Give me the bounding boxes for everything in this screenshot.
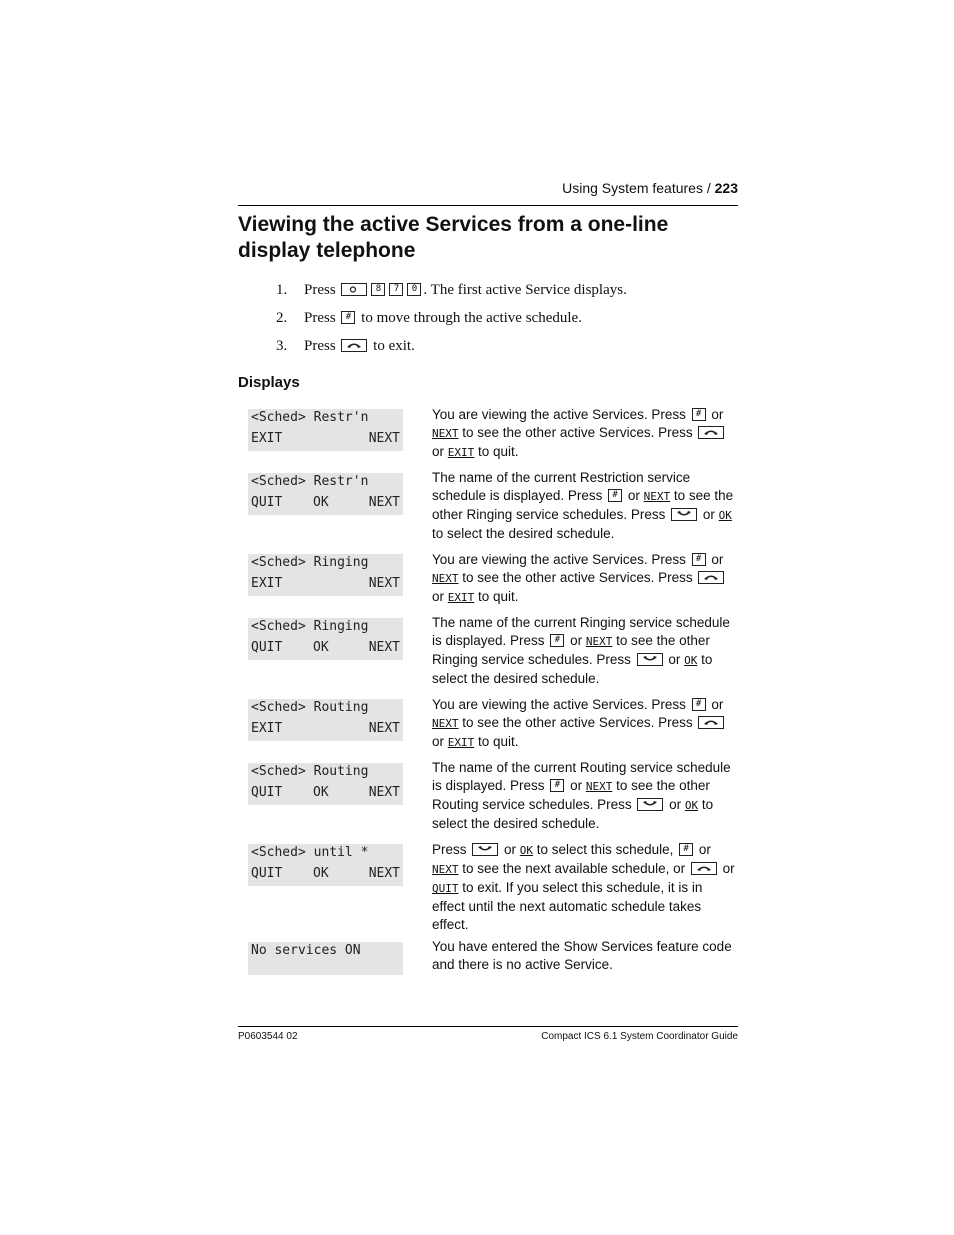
release-key-icon [698,571,724,584]
softkey-label: OK [684,654,698,667]
key-7: 7 [389,283,403,296]
softkey-exit[interactable]: EXIT [251,721,283,736]
softkey-quit[interactable]: QUIT [251,866,283,881]
description-text: You are viewing the active Services. Press [432,552,690,567]
description-text: Press [432,842,471,857]
lcd-display [248,699,403,741]
softkey-label: NEXT [432,717,459,730]
release-key-icon [698,426,724,439]
softkey-quit[interactable]: QUIT [251,640,283,655]
description-text: The name of the current Ringing service schedule is displayed. Press [432,615,730,648]
display-line: <Sched> Restr'n [251,474,369,489]
footer-rule [238,1026,738,1027]
description-text: or [699,507,719,522]
softkey-label: NEXT [585,635,613,648]
description-text: or [707,552,724,567]
display-description [432,614,737,688]
softkey-ok[interactable]: OK [313,785,329,800]
display-line: <Sched> Restr'n [251,410,369,425]
softkey-exit[interactable]: EXIT [251,431,283,446]
description-text: You are viewing the active Services. Press [432,407,690,422]
lcd-display [248,554,403,596]
display-line: <Sched> Ringing [251,555,369,570]
description-text: to quit. [474,589,519,604]
softkey-next[interactable]: NEXT [368,785,400,800]
softkey-label: EXIT [447,591,475,604]
page-number: 223 [714,180,738,196]
release-key-icon [698,716,724,729]
key-0: 0 [407,283,421,296]
description-text: to select the desired schedule. [432,652,713,686]
description-text: to select the desired schedule. [432,797,714,831]
step-text: Press [304,282,336,298]
description-text: to see the next available schedule, or [458,861,689,876]
description-text: or [566,633,586,648]
description-text: to quit. [474,444,519,459]
softkey-label: QUIT [432,882,459,895]
softkey-next[interactable]: NEXT [368,640,400,655]
header-rule [238,205,738,206]
softkey-next[interactable]: NEXT [368,721,400,736]
step-text: . The first active Service displays. [423,282,627,298]
softkey-label: NEXT [585,780,613,793]
step-2 [276,308,582,328]
softkey-next[interactable]: NEXT [368,576,400,591]
description-text: or [624,488,644,503]
description-text: or [432,444,448,459]
description-text: or [665,797,685,812]
description-text: or [707,407,724,422]
description-text: to select the desired schedule. [432,526,615,541]
pound-key: # [679,843,693,856]
description-text: or [500,842,520,857]
pound-key: # [692,408,706,421]
display-description [432,551,737,607]
step-number: 2. [276,310,288,326]
description-text: to see the other active Services. Press [458,425,697,440]
display-description [432,469,737,543]
step-text: to exit. [373,338,415,354]
description-text: or [718,861,735,876]
pound-key: # [550,779,564,792]
display-line: <Sched> until * [251,845,369,860]
description-text: or [695,842,711,857]
softkey-next[interactable]: NEXT [368,431,400,446]
hold-key-icon [671,508,697,521]
step-3 [276,336,415,356]
display-description [432,841,737,934]
displays-heading: Displays [238,374,300,391]
release-key-icon [691,862,717,875]
lcd-display [248,409,403,451]
running-header [238,180,738,196]
description-text: to see the other Ringing service schedules. Press [432,633,710,667]
softkey-next[interactable]: NEXT [368,866,400,881]
key-8: 8 [371,283,385,296]
display-description [432,696,737,752]
softkey-quit[interactable]: QUIT [251,785,283,800]
softkey-ok[interactable]: OK [313,495,329,510]
description-text: or [707,697,724,712]
description-text: to see the other Routing service schedules. Press [432,778,710,812]
softkey-label: OK [684,799,699,812]
feature-key-icon [341,283,367,296]
softkey-next[interactable]: NEXT [368,495,400,510]
document-number: P0603544 02 [238,1031,298,1042]
description-text: or [432,734,448,749]
pound-key: # [341,311,355,324]
lcd-display [248,844,403,886]
display-line: No services ON [251,943,361,958]
pound-key: # [692,698,706,711]
guide-title: Compact ICS 6.1 System Coordinator Guide [541,1031,738,1042]
softkey-quit[interactable]: QUIT [251,495,283,510]
hold-key-icon [637,798,663,811]
softkey-label: NEXT [432,863,459,876]
description-text: The name of the current Restriction service schedule is displayed. Press [432,470,691,503]
softkey-label: NEXT [432,572,459,585]
pound-key: # [550,634,564,647]
description-text: or [432,589,448,604]
pound-key: # [608,489,622,502]
softkey-ok[interactable]: OK [313,640,329,655]
release-key-icon [341,339,367,352]
softkey-label: OK [519,844,534,857]
pound-key: # [692,553,706,566]
step-text: Press [304,338,336,354]
softkey-label: NEXT [432,427,459,440]
description-text: to exit. If you select this schedule, it is in effect until the next automatic schedule takes effect. [432,880,703,932]
display-description [432,406,737,462]
description-text: You have entered the Show Services feature code and there is no active Service. [432,939,732,972]
softkey-ok[interactable]: OK [313,866,329,881]
lcd-display [248,473,403,515]
step-text: Press [304,310,336,326]
step-1 [276,280,627,300]
hold-key-icon [472,843,498,856]
softkey-label: EXIT [447,736,475,749]
lcd-display [248,763,403,805]
softkey-label: EXIT [447,446,475,459]
step-text: to move through the active schedule. [361,310,582,326]
description-text: or [566,778,586,793]
description-text: to select this schedule, [533,842,678,857]
softkey-label: OK [718,509,732,522]
step-number: 1. [276,282,288,298]
softkey-exit[interactable]: EXIT [251,576,283,591]
lcd-display [248,942,403,975]
header-section: Using System features / [562,180,711,196]
description-text: to see the other Ringing service schedules. Press [432,488,734,522]
lcd-display [248,618,403,660]
description-text: to see the other active Services. Press [458,570,697,585]
hold-key-icon [637,653,663,666]
description-text: or [664,652,685,667]
description-text: The name of the current Routing service schedule is displayed. Press [432,760,731,793]
display-line: <Sched> Routing [251,764,369,779]
page-title: Viewing the active Services from a one-line display telephone [238,213,669,262]
display-description [432,938,737,974]
softkey-label: NEXT [643,490,671,503]
description-text: You are viewing the active Services. Press [432,697,690,712]
description-text: to quit. [474,734,519,749]
display-line: <Sched> Routing [251,700,369,715]
step-number: 3. [276,338,288,354]
display-description [432,759,737,833]
display-line: <Sched> Ringing [251,619,369,634]
description-text: to see the other active Services. Press [458,715,697,730]
